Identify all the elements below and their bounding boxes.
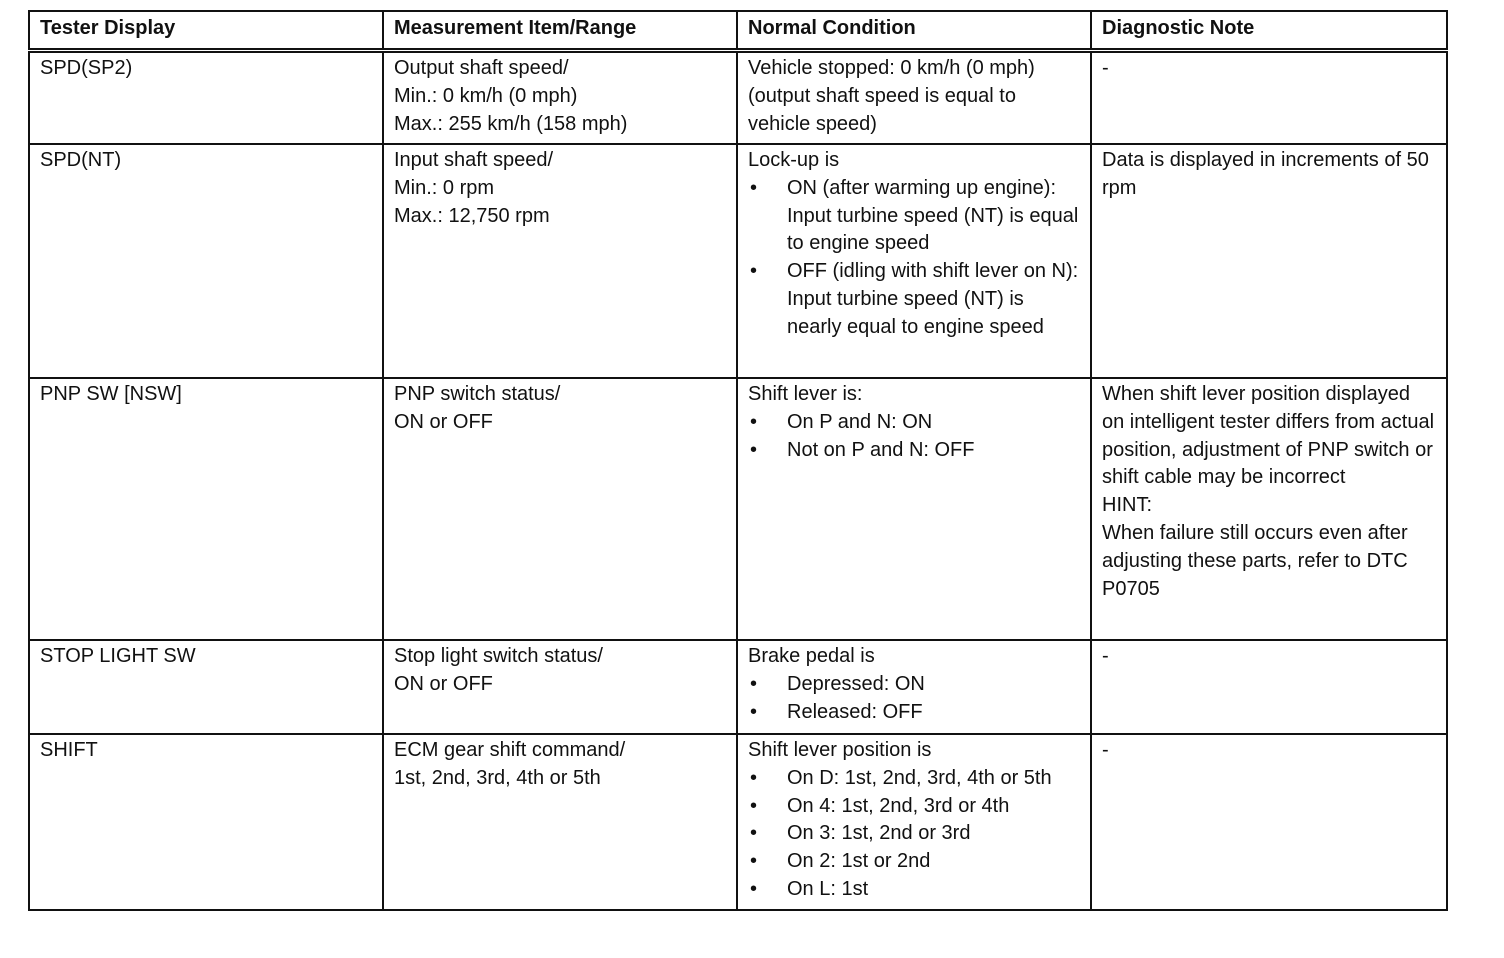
header-diagnostic-note: Diagnostic Note	[1091, 11, 1447, 51]
measurement-cell	[383, 734, 737, 910]
tester-display-cell: SPD(SP2)	[29, 51, 383, 145]
hint-text: When failure still occurs even after adjusting these parts, refer to DTC P0705	[1102, 521, 1408, 600]
table-row	[29, 640, 1447, 734]
normal-condition-cell	[737, 378, 1091, 640]
list-item	[748, 765, 1080, 793]
list-item	[748, 671, 1080, 699]
list-item	[748, 175, 1080, 258]
bullet-icon: •	[750, 438, 758, 461]
header-row	[29, 11, 1447, 51]
bullet-text: On P and N: ON	[787, 410, 933, 433]
list-item	[748, 437, 1080, 465]
note-text: When shift lever position displayed on intelligent tester differs from actual position, adjustment of PNP switch or shift cable may be incorrect	[1102, 383, 1435, 489]
bullet-text: ON (after warming up engine): Input turbine speed (NT) is equal to engine speed	[787, 176, 1079, 255]
list-item	[748, 699, 1080, 727]
tester-display-cell: STOP LIGHT SW	[29, 640, 383, 734]
list-item	[748, 793, 1080, 821]
diagnostic-note-cell: -	[1091, 51, 1447, 145]
bullet-text: Not on P and N: OFF	[787, 438, 975, 461]
bullet-icon: •	[750, 766, 758, 789]
measurement-cell	[383, 378, 737, 640]
normal-condition-cell	[737, 734, 1091, 910]
measurement-line: Min.: 0 km/h (0 mph)	[394, 84, 578, 107]
diagnostic-note-cell	[1091, 378, 1447, 640]
measurement-line: ON or OFF	[394, 410, 493, 433]
condition-bullet-list	[748, 671, 1080, 727]
list-item	[748, 820, 1080, 848]
bullet-icon: •	[750, 672, 758, 695]
list-item	[748, 876, 1080, 904]
condition-intro: Shift lever is:	[748, 383, 863, 405]
measurement-line: Output shaft speed/	[394, 57, 569, 79]
measurement-cell	[383, 640, 737, 734]
tester-display-cell: PNP SW [NSW]	[29, 378, 383, 640]
bullet-text: OFF (idling with shift lever on N): Input turbine speed (NT) is nearly equal to engine speed	[787, 260, 1079, 338]
normal-condition-cell	[737, 640, 1091, 734]
measurement-cell	[383, 144, 737, 378]
bullet-text: On D: 1st, 2nd, 3rd, 4th or 5th	[787, 766, 1052, 789]
bullet-icon: •	[750, 794, 758, 817]
bullet-icon: •	[750, 822, 758, 845]
bullet-icon: •	[750, 700, 758, 723]
condition-line: vehicle speed)	[748, 112, 877, 135]
tester-display-cell: SPD(NT)	[29, 144, 383, 378]
condition-intro: Shift lever position is	[748, 739, 932, 761]
measurement-line: 1st, 2nd, 3rd, 4th or 5th	[394, 766, 601, 789]
header-normal-condition: Normal Condition	[737, 11, 1091, 51]
measurement-line: Input shaft speed/	[394, 149, 554, 171]
table-row	[29, 51, 1447, 145]
measurement-line: PNP switch status/	[394, 383, 561, 405]
bullet-text: On L: 1st	[787, 877, 869, 900]
condition-line: Vehicle stopped: 0 km/h (0 mph)	[748, 57, 1035, 79]
bullet-icon: •	[750, 410, 758, 433]
condition-intro: Brake pedal is	[748, 645, 875, 667]
diagnostic-note-cell: -	[1091, 640, 1447, 734]
bullet-text: Depressed: ON	[787, 672, 925, 695]
tester-display-cell: SHIFT	[29, 734, 383, 910]
measurement-line: Max.: 255 km/h (158 mph)	[394, 112, 628, 135]
normal-condition-cell	[737, 51, 1091, 145]
table-row	[29, 378, 1447, 640]
condition-bullet-list	[748, 765, 1080, 904]
normal-condition-cell	[737, 144, 1091, 378]
diagnostic-note-cell: Data is displayed in increments of 50 rpm	[1091, 144, 1447, 378]
diagnostic-data-table	[28, 10, 1448, 911]
measurement-line: ECM gear shift command/	[394, 739, 626, 761]
bullet-icon: •	[750, 260, 758, 283]
condition-intro: Lock-up is	[748, 149, 840, 171]
bullet-text: On 2: 1st or 2nd	[787, 850, 931, 873]
list-item	[748, 409, 1080, 437]
measurement-line: ON or OFF	[394, 672, 493, 695]
list-item	[748, 848, 1080, 876]
bullet-icon: •	[750, 850, 758, 873]
bullet-text: On 3: 1st, 2nd or 3rd	[787, 822, 971, 845]
bullet-text: On 4: 1st, 2nd, 3rd or 4th	[787, 794, 1010, 817]
condition-bullet-list	[748, 409, 1080, 465]
condition-line: (output shaft speed is equal to	[748, 84, 1016, 107]
hint-label: HINT:	[1102, 494, 1152, 517]
diagnostic-note-cell: -	[1091, 734, 1447, 910]
bullet-icon: •	[750, 877, 758, 900]
measurement-cell	[383, 51, 737, 145]
list-item	[748, 258, 1080, 341]
table-row	[29, 144, 1447, 378]
measurement-line: Min.: 0 rpm	[394, 176, 495, 199]
bullet-text: Released: OFF	[787, 700, 923, 723]
header-measurement-item-range: Measurement Item/Range	[383, 11, 737, 51]
measurement-line: Stop light switch status/	[394, 645, 603, 667]
table-row	[29, 734, 1447, 910]
measurement-line: Max.: 12,750 rpm	[394, 204, 550, 227]
condition-bullet-list	[748, 175, 1080, 342]
header-tester-display: Tester Display	[29, 11, 383, 51]
bullet-icon: •	[750, 176, 758, 199]
